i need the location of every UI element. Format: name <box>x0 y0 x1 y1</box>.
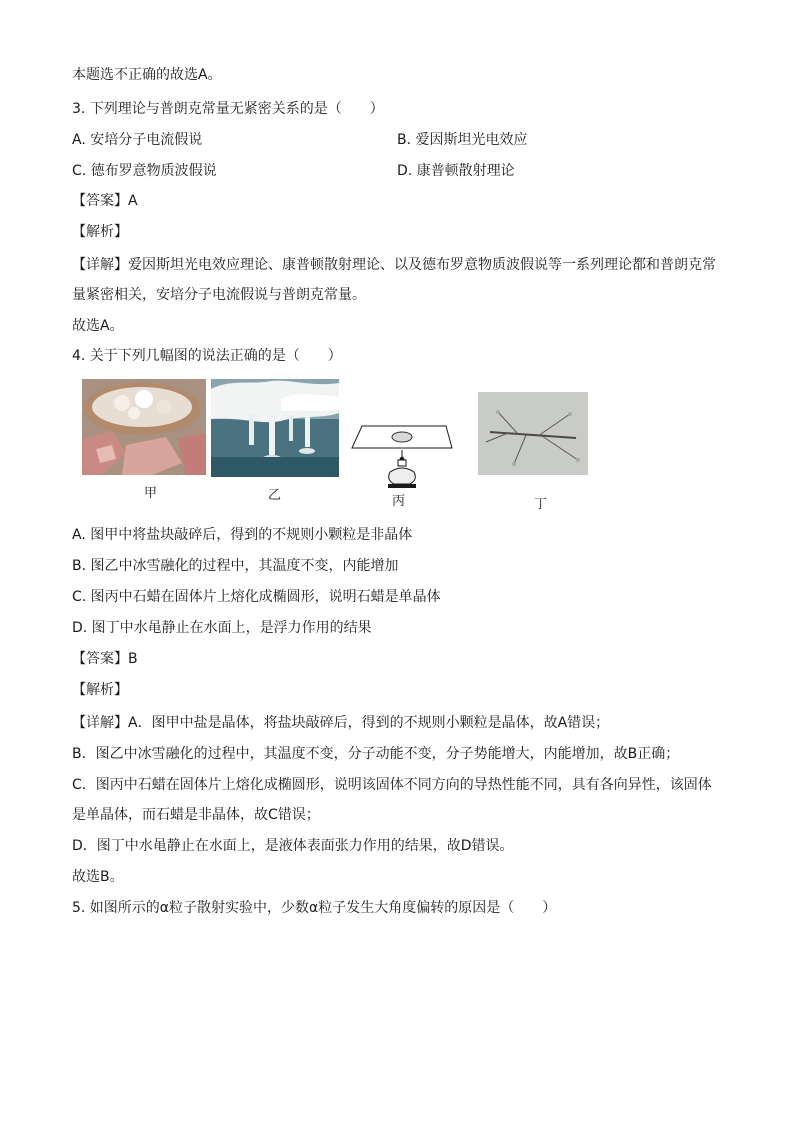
wax-plate-diagram <box>348 420 456 490</box>
q5-stem: 5. 如图所示的α粒子散射实验中，少数α粒子发生大角度偏转的原因是（ ） <box>72 900 557 916</box>
q4-detail-line-5: D．图丁中水黾静止在水面上，是液体表面张力作用的结果，故D错误。 <box>72 838 514 854</box>
q3-stem: 3. 下列理论与普朗克常量无紧密关系的是（ ） <box>72 101 384 117</box>
water-strider-photo <box>478 392 588 475</box>
q3-option-c: C. 德布罗意物质波假说 <box>72 163 217 179</box>
q4-detail-line-3: C．图丙中石蜡在固体片上熔化成椭圆形，说明该固体不同方向的导热性能不同，具有各向异性，该固体 <box>72 777 712 793</box>
melting-ice-photo <box>211 379 339 477</box>
intro-line: 本题选不正确的故选A。 <box>72 67 222 83</box>
q4-analysis-heading: 【解析】 <box>72 682 128 698</box>
figure-caption-jia: 甲 <box>144 486 158 501</box>
q3-option-b: B. 爱因斯坦光电效应 <box>397 132 528 148</box>
q4-option-b: B. 图乙中冰雪融化的过程中，其温度不变，内能增加 <box>72 558 399 574</box>
q4-stem: 4. 关于下列几幅图的说法正确的是（ ） <box>72 348 342 364</box>
q3-detail-line-1: 【详解】爱因斯坦光电效应理论、康普顿散射理论、以及德布罗意物质波假说等一系列理论都和普朗克常 <box>72 257 716 273</box>
q4-detail-line-1: 【详解】A．图甲中盐是晶体，将盐块敲碎后，得到的不规则小颗粒是晶体，故A错误； <box>72 715 610 731</box>
salt-crystals-photo <box>82 379 206 475</box>
q4-answer: 【答案】B <box>72 651 138 667</box>
q3-analysis-heading: 【解析】 <box>72 224 128 240</box>
q3-detail-line-2: 量紧密相关，安培分子电流假说与普朗克常量。 <box>72 287 366 303</box>
q3-option-d: D. 康普顿散射理论 <box>397 163 515 179</box>
q3-conclusion: 故选A。 <box>72 318 124 334</box>
q4-detail-line-4: 是单晶体，而石蜡是非晶体，故C错误； <box>72 807 320 823</box>
q3-option-a: A. 安培分子电流假说 <box>72 132 203 148</box>
q4-option-d: D. 图丁中水黾静止在水面上，是浮力作用的结果 <box>72 620 372 636</box>
q3-answer: 【答案】A <box>72 193 138 209</box>
figure-caption-yi: 乙 <box>268 488 282 503</box>
figure-caption-bing: 丙 <box>392 494 406 509</box>
q4-option-c: C. 图丙中石蜡在固体片上熔化成椭圆形，说明石蜡是单晶体 <box>72 589 441 605</box>
q4-detail-line-2: B．图乙中冰雪融化的过程中，其温度不变，分子动能不变，分子势能增大，内能增加，故B正确； <box>72 746 680 762</box>
figure-caption-ding: 丁 <box>534 497 548 512</box>
q4-conclusion: 故选B。 <box>72 869 124 885</box>
q4-option-a: A. 图甲中将盐块敲碎后，得到的不规则小颗粒是非晶体 <box>72 527 413 543</box>
